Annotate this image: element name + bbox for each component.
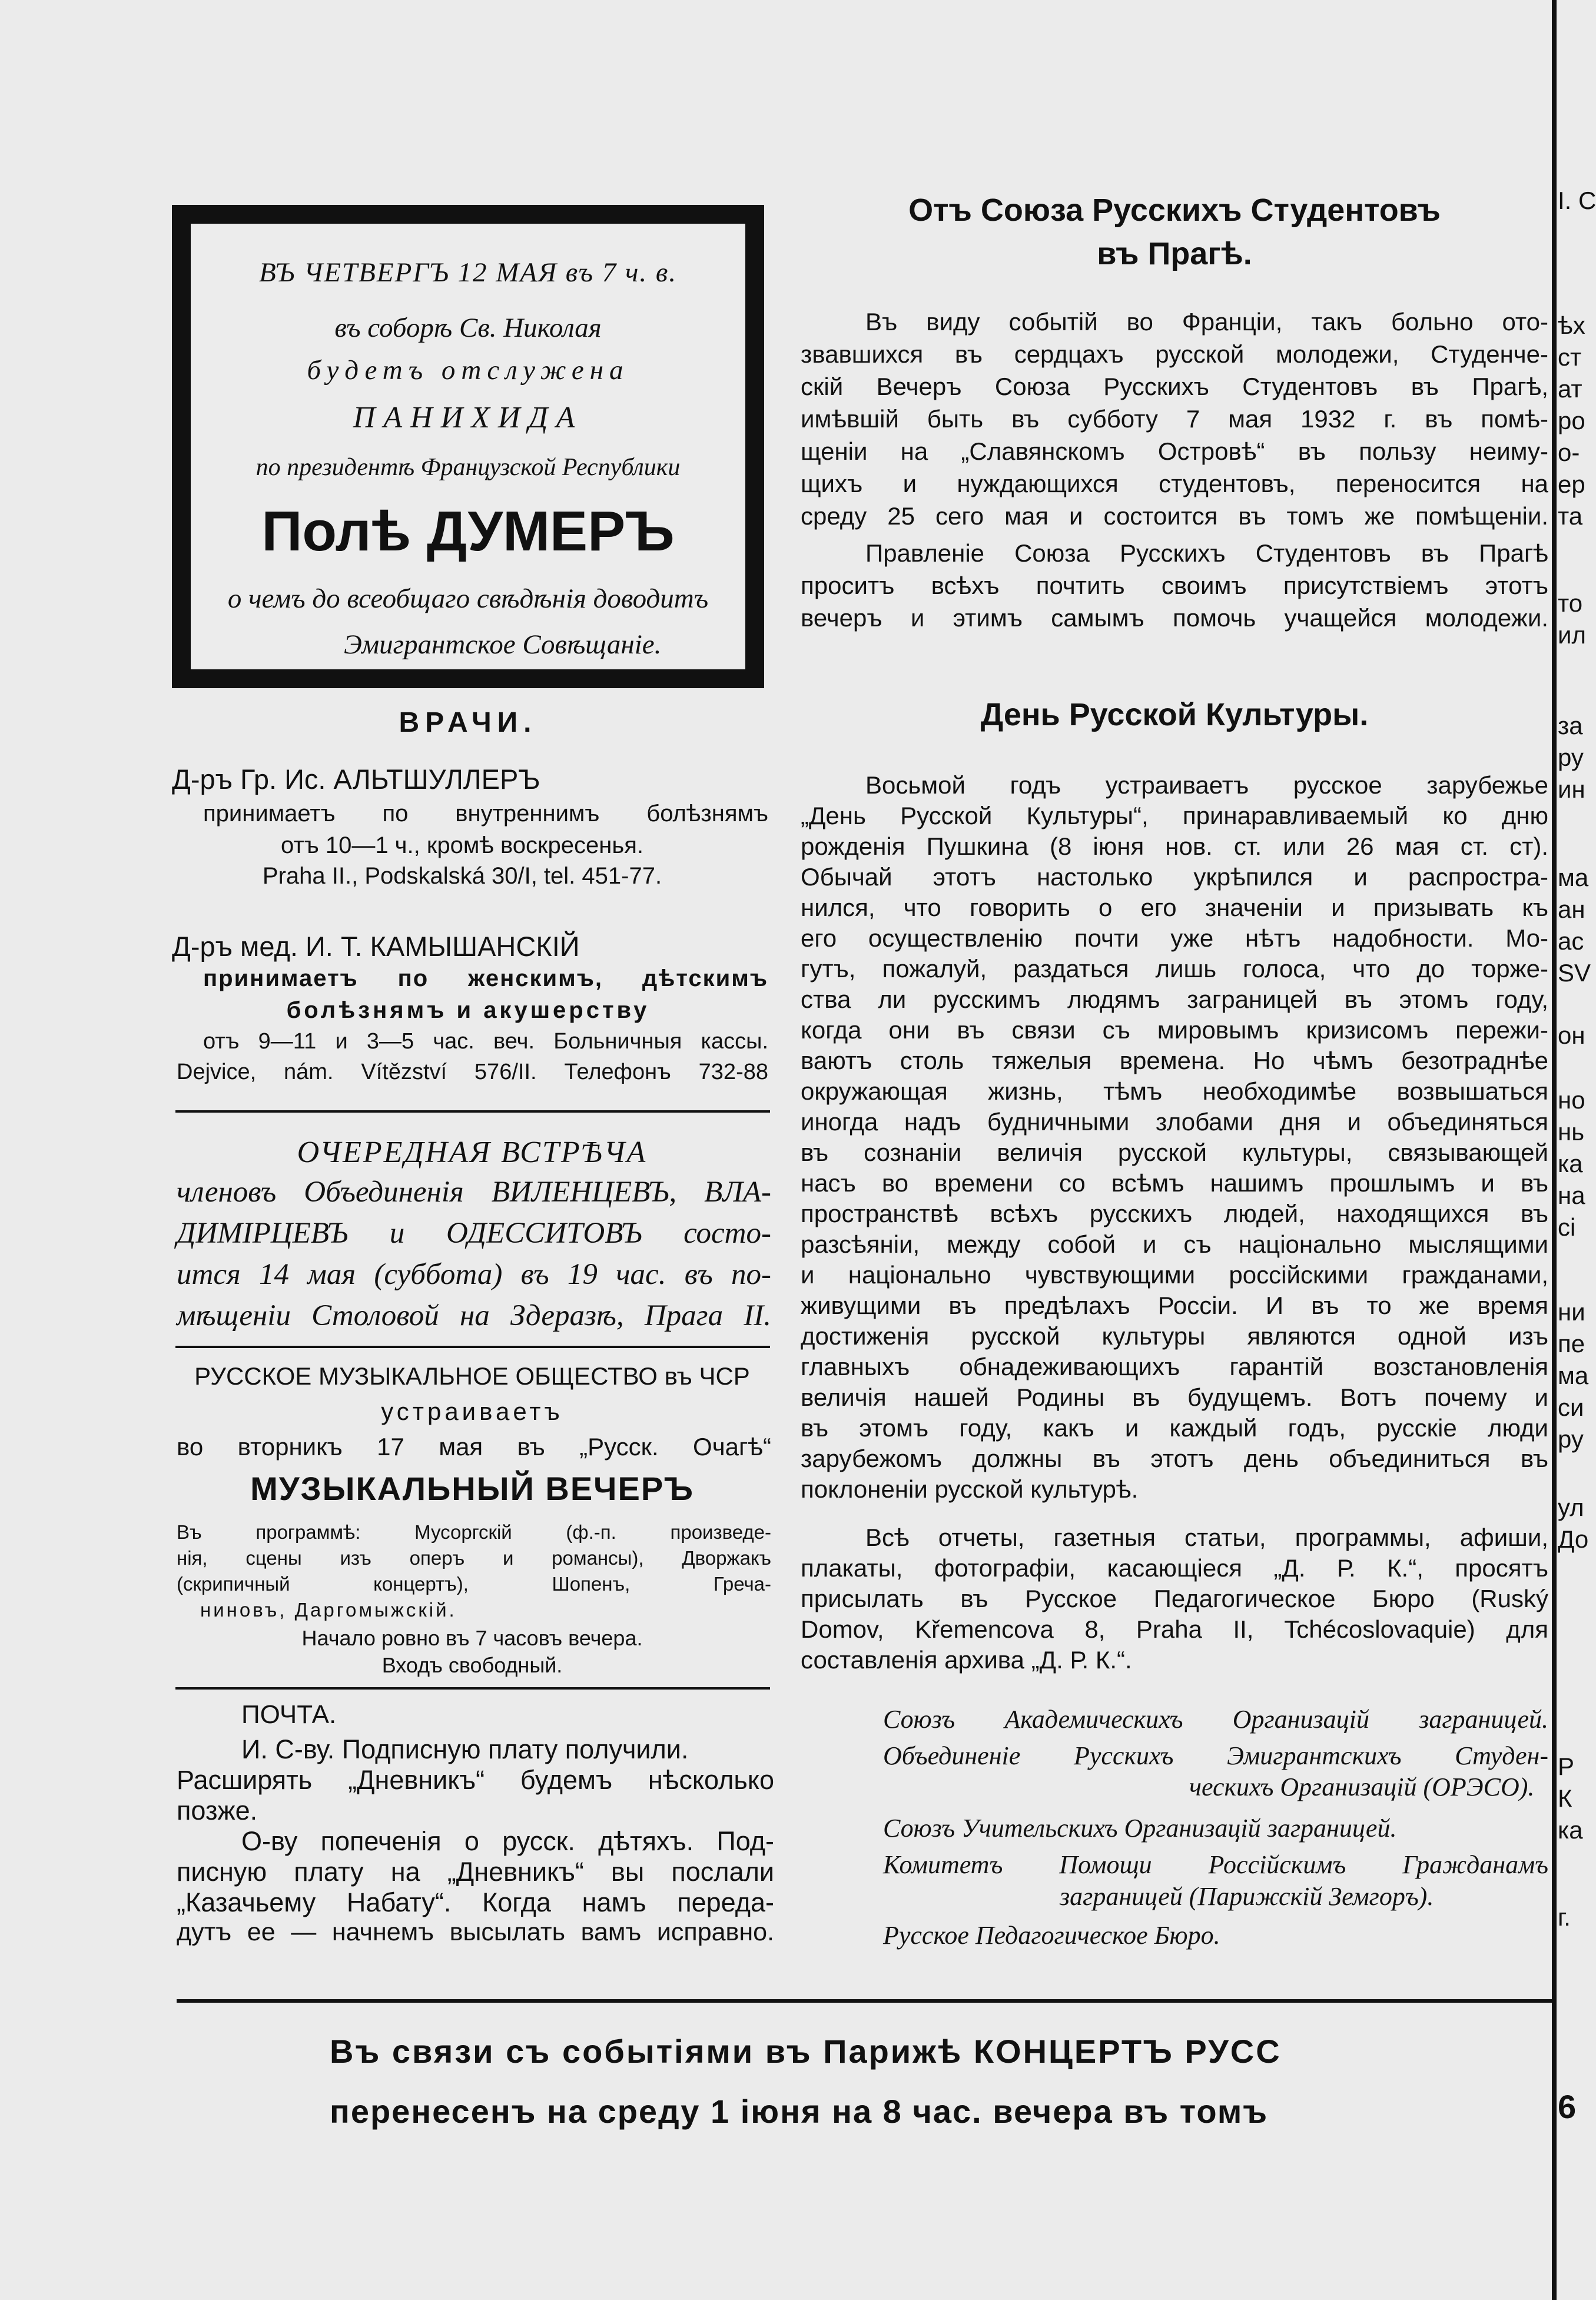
culture-line-23: зарубежомъ должны въ этотъ день объединиться въ — [801, 1445, 1548, 1472]
next-page-fragment: Р — [1558, 1753, 1575, 1780]
students-line-10: вечеръ и этимъ самымъ помочь учащейся молодежи. — [801, 604, 1548, 632]
signatory-5: Русское Педагогическое Бюро. — [883, 1921, 1220, 1950]
doctor-2-specialty-cont: болѣзнямъ и акушерству — [286, 997, 650, 1023]
students-line-9: проситъ всѣхъ почтить своимъ присутствіемъ этотъ — [801, 572, 1548, 599]
divider-3 — [175, 1687, 770, 1690]
meeting-line-1: членовъ Объединенія ВИЛЕНЦЕВЪ, ВЛА- — [177, 1176, 771, 1209]
next-page-fragment: До — [1558, 1525, 1589, 1553]
next-page-fragment: ру — [1558, 744, 1584, 771]
culture-line-8: ства ли русскимъ людямъ заграницей въ этомъ году, — [801, 985, 1548, 1013]
mail-line-3: позже. — [177, 1795, 258, 1826]
next-page-fragment: К — [1558, 1784, 1572, 1812]
next-page-fragment: ил — [1558, 621, 1586, 649]
funeral-notice-box — [172, 205, 764, 688]
culture-line-6: его осуществленію почти уже нѣтъ надобности. Мо- — [801, 924, 1548, 952]
next-page-fragment: 6 — [1558, 2088, 1577, 2125]
music-date: во вторникъ 17 мая въ „Русск. Очагѣ“ — [177, 1433, 771, 1461]
next-page-fragment: но — [1558, 1086, 1585, 1114]
culture-line-28: Domov, Křemencova 8, Praha II, Tchécoslovaquie) для — [801, 1615, 1548, 1643]
students-line-1: Въ виду событій во Франціи, такъ больно ото- — [865, 308, 1548, 336]
next-page-fragment: г. — [1558, 1903, 1571, 1931]
culture-line-5: нился, что говорить о его значеніи и призывать къ — [801, 894, 1548, 921]
culture-line-20: главныхъ обнадеживающихъ гарантій возстановленія — [801, 1353, 1548, 1380]
next-page-fragment: о- — [1558, 439, 1580, 466]
next-page-fragment: пе — [1558, 1330, 1585, 1358]
culture-line-4: Обычай этотъ настолько укрѣпился и распростра- — [801, 863, 1548, 891]
signatory-4b: заграницей (Парижскій Земгоръ). — [1060, 1882, 1434, 1911]
culture-line-19: достиженія русской культуры являются одной изъ — [801, 1322, 1548, 1350]
notice-line-inform: о чемъ до всеобщаго свѣдѣнія доводитъ — [227, 583, 709, 614]
meeting-heading: ОЧЕРЕДНАЯ ВСТРѢЧА — [297, 1136, 648, 1169]
notice-line-panikhida: ПАНИХИДА — [353, 401, 583, 434]
mail-line-1: И. С-ву. Подписную плату получили. — [241, 1734, 689, 1764]
signatory-4a: Комитетъ Помощи Россійскимъ Гражданамъ — [883, 1850, 1548, 1879]
next-page-fragment: нь — [1558, 1118, 1585, 1146]
signatory-2b: ческихъ Организацій (ОРЭСО). — [1189, 1773, 1535, 1801]
students-line-2: звавшихся въ сердцахъ русской молодежи, Студенче- — [801, 340, 1548, 368]
mail-line-7: дутъ ее — начнемъ высылать вамъ исправно. — [177, 1918, 774, 1946]
doctor-2-address: Dejvice, nám. Vítězství 576/II. Телефонъ 732-88 — [177, 1060, 768, 1084]
next-page-fragment: ер — [1558, 470, 1585, 498]
next-page-fragment: ас — [1558, 927, 1584, 955]
students-line-3: скій Вечеръ Союза Русскихъ Студентовъ въ Прагѣ, — [801, 373, 1548, 400]
mail-line-5: писную плату на „Дневникъ“ вы послали — [177, 1857, 774, 1887]
next-page-fragment: ст — [1558, 343, 1582, 371]
music-program-2: нія, сцены изъ оперъ и романсы), Дворжакъ — [177, 1547, 771, 1569]
music-start: Начало ровно въ 7 часовъ вечера. — [301, 1626, 643, 1650]
next-page-fragment: ма — [1558, 1362, 1589, 1389]
next-page-fragment: та — [1558, 502, 1583, 530]
concert-line-1: Въ связи съ событіями въ Парижѣ КОНЦЕРТЪ РУСС — [330, 2033, 1282, 2070]
next-page-fragment: си — [1558, 1393, 1584, 1421]
students-line-5: щеніи на „Славянскомъ Островѣ“ въ пользу неиму- — [801, 437, 1548, 465]
culture-title: День Русской Культуры. — [980, 697, 1369, 732]
doctor-2-hours: отъ 9—11 и 3—5 час. веч. Больничныя кассы. — [203, 1029, 768, 1054]
next-page-fragment: ро — [1558, 407, 1585, 434]
culture-line-26: плакаты, фотографіи, касающіеся „Д. Р. К.“, просятъ — [801, 1554, 1548, 1582]
culture-line-16: разсѣяніи, между собой и съ національно мыслящими — [801, 1230, 1548, 1258]
doctor-1-hours: отъ 10—1 ч., кромѣ воскресенья. — [281, 832, 643, 858]
next-page-fragment: І. С — [1558, 187, 1596, 214]
culture-line-9: когда они въ связи съ мировымъ кризисомъ пережи- — [801, 1016, 1548, 1044]
next-page-fragment: SV — [1558, 959, 1591, 987]
culture-line-13: въ сознаніи величія русской культуры, связывающей — [801, 1139, 1548, 1166]
next-page-fragment: ул — [1558, 1493, 1584, 1521]
next-page-fragment: на — [1558, 1181, 1585, 1209]
music-organizer: РУССКОЕ МУЗЫКАЛЬНОЕ ОБЩЕСТВО въ ЧСР — [194, 1362, 750, 1390]
culture-line-22: въ этомъ году, какъ и каждый годъ, русскіе люди — [801, 1414, 1548, 1442]
next-page-fragment: ан — [1558, 895, 1585, 923]
next-page-fragment: ат — [1558, 375, 1582, 403]
students-line-4: имѣвшій быть въ субботу 7 мая 1932 г. въ помѣ- — [801, 405, 1548, 433]
mail-line-6: „Казачьему Набату“. Когда намъ переда- — [177, 1887, 774, 1917]
culture-line-29: составленія архива „Д. Р. К.“. — [801, 1646, 1132, 1674]
notice-line-president: по президентѣ Французской Республики — [256, 454, 681, 481]
meeting-line-2: ДИМІРЦЕВЪ и ОДЕССИТОВЪ состо- — [177, 1217, 771, 1250]
mail-line-4: О-ву попеченія о русск. дѣтяхъ. Под- — [241, 1826, 774, 1856]
doctor-1-address: Praha II., Podskalská 30/I, tel. 451-77. — [262, 863, 662, 889]
music-program-4: ниновъ, Даргомыжскій. — [200, 1599, 457, 1621]
signatory-1: Союзъ Академическихъ Организацій заграницей. — [883, 1705, 1548, 1734]
next-page-fragment: то — [1558, 589, 1583, 617]
music-program-3: (скрипичный концертъ), Шопенъ, Греча- — [177, 1573, 771, 1595]
meeting-line-3: ится 14 мая (суббота) въ 19 час. въ по- — [177, 1258, 771, 1291]
culture-line-1: Восьмой годъ устраиваетъ русское зарубежье — [865, 771, 1548, 799]
next-page-fragment: ѣх — [1558, 311, 1585, 339]
culture-line-17: и національно чувствующими россійскими гражданами, — [801, 1261, 1548, 1289]
doctor-2-specialty: принимаетъ по женскимъ, дѣтскимъ — [203, 965, 768, 991]
students-title-1: Отъ Союза Русскихъ Студентовъ — [908, 193, 1441, 228]
notice-line-date: ВЪ ЧЕТВЕРГЪ 12 МАЯ въ 7 ч. в. — [258, 257, 678, 288]
culture-line-18: живущими въ предѣлахъ Россіи. И въ то же время — [801, 1292, 1548, 1319]
next-page-fragment: за — [1558, 712, 1583, 739]
students-line-6: щихъ и нуждающихся студентовъ, переносится на — [801, 470, 1548, 497]
meeting-line-4: мѣщеніи Столовой на Здеразѣ, Прага II. — [177, 1299, 771, 1332]
culture-line-14: насъ во времени со всѣмъ нашимъ прошлымъ и въ — [801, 1169, 1548, 1197]
next-page-fragment: ру — [1558, 1425, 1584, 1453]
culture-line-10: ваютъ столь тяжелыя времена. Но чѣмъ безотраднѣе — [801, 1047, 1548, 1074]
next-page-fragment: ни — [1558, 1298, 1585, 1326]
signatory-2a: Объединеніе Русскихъ Эмигрантскихъ Студен- — [883, 1741, 1548, 1770]
culture-line-7: гутъ, пожалуй, раздаться лишь голоса, что до торже- — [801, 955, 1548, 983]
culture-line-3: рожденія Пушкина (8 іюня нов. ст. или 26 мая ст. ст). — [801, 832, 1548, 860]
culture-line-21: величія нашей Родины въ будущемъ. Вотъ почему и — [801, 1383, 1548, 1411]
next-page-fragment: ка — [1558, 1816, 1583, 1844]
page-gutter — [1552, 0, 1557, 2300]
doctor-1-name: Д-ръ Гр. Ис. АЛЬТШУЛЛЕРЪ — [172, 764, 540, 795]
divider-2 — [175, 1346, 770, 1348]
doctor-1-specialty: принимаетъ по внутреннимъ болѣзнямъ — [203, 801, 768, 827]
students-line-7: среду 25 сего мая и состоится въ томъ же помѣщеніи. — [801, 502, 1548, 530]
culture-line-24: поклоненіи русской культурѣ. — [801, 1475, 1139, 1503]
next-page-fragment: он — [1558, 1021, 1585, 1049]
notice-name-doumer: Полѣ ДУМЕРЪ — [261, 500, 675, 563]
music-title: МУЗЫКАЛЬНЫЙ ВЕЧЕРЪ — [250, 1470, 694, 1507]
mail-line-2: Расширять „Дневникъ“ будемъ нѣсколько — [177, 1765, 774, 1795]
next-page-fragment: ин — [1558, 775, 1585, 803]
next-page-fragment: ма — [1558, 864, 1589, 891]
culture-line-15: пространствѣ всѣхъ русскихъ людей, находящихся въ — [801, 1200, 1548, 1227]
culture-line-2: „День Русской Культуры“, принаравливаемый ко дню — [801, 802, 1548, 829]
banner-rule — [177, 1999, 1552, 2003]
notice-line-service: будетъ отслужена — [307, 355, 629, 386]
doctors-heading: ВРАЧИ. — [399, 707, 537, 738]
next-page-fragment: ка — [1558, 1150, 1583, 1177]
students-title-2: въ Прагѣ. — [1097, 236, 1252, 271]
culture-line-11: окружающая жизнь, тѣмъ необходимѣе возвышаться — [801, 1077, 1548, 1105]
next-page-fragment: сі — [1558, 1213, 1576, 1241]
notice-signature: Эмигрантское Совѣщаніе. — [344, 629, 662, 660]
notice-line-cathedral: въ соборѣ Св. Николая — [334, 313, 602, 343]
culture-line-12: иногда надъ будничными злобами дня и объединяться — [801, 1108, 1548, 1136]
doctor-2-name: Д-ръ мед. И. Т. КАМЫШАНСКІЙ — [172, 931, 580, 962]
mail-heading: ПОЧТА. — [241, 1700, 337, 1729]
divider-1 — [175, 1110, 770, 1113]
concert-line-2: перенесенъ на среду 1 іюня на 8 час. вечера въ томъ — [330, 2093, 1269, 2130]
music-program-1: Въ программѣ: Мусоргскій (ф.-п. произведе- — [177, 1521, 771, 1543]
signatory-3: Союзъ Учительскихъ Организацій заграницей. — [883, 1814, 1397, 1843]
next-page-strip — [1557, 0, 1596, 2300]
culture-line-25: Всѣ отчеты, газетныя статьи, программы, афиши, — [865, 1524, 1548, 1551]
students-line-8: Правленіе Союза Русскихъ Студентовъ въ Прагѣ — [865, 539, 1548, 567]
music-arranges: устраиваетъ — [381, 1398, 563, 1425]
culture-line-27: присылать въ Русское Педагогическое Бюро (Ruský — [801, 1585, 1548, 1612]
music-entry: Входъ свободный. — [381, 1653, 563, 1677]
